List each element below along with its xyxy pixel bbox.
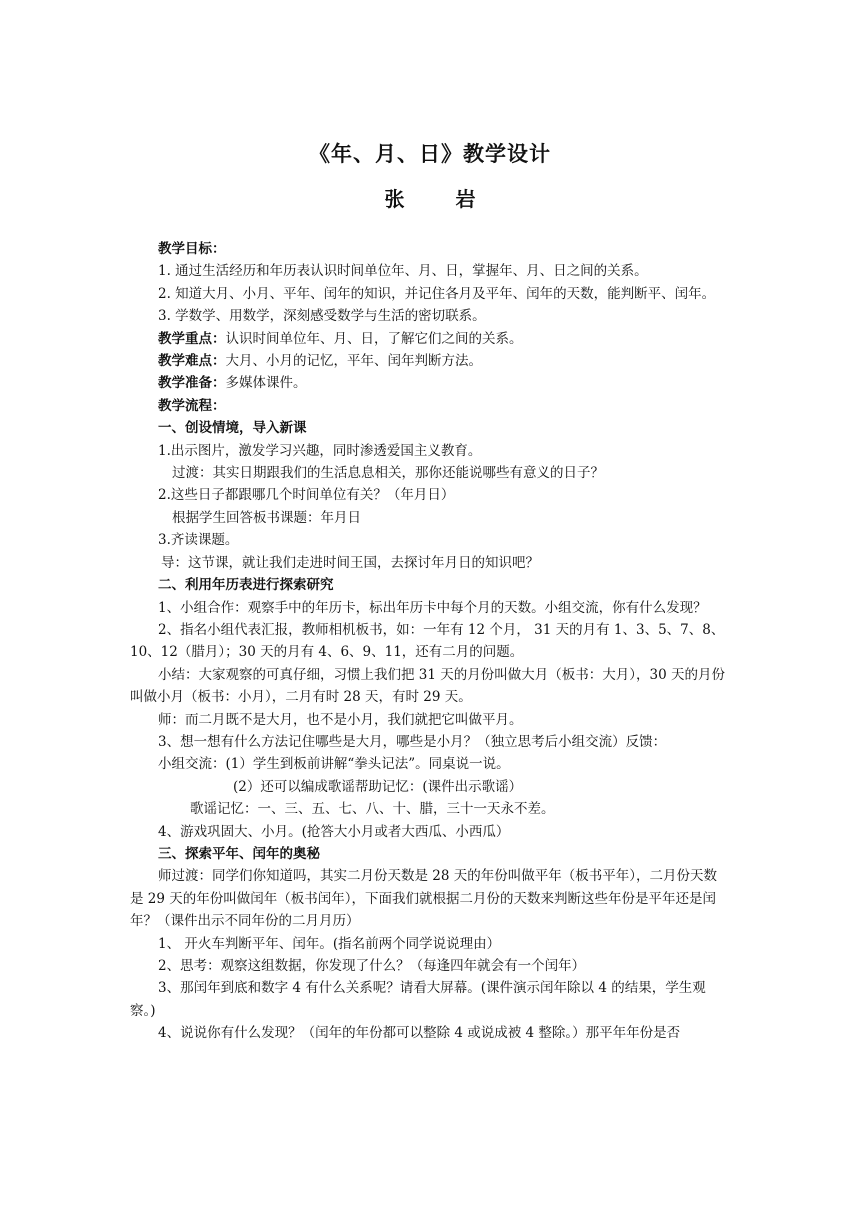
paragraph: 4、游戏巩固大、小月。(抢答大小月或者大西瓜、小西瓜）	[158, 823, 510, 840]
paragraph: 3. 学数学、用数学，深刻感受数学与生活的密切联系。	[158, 308, 486, 325]
section-heading-flow: 教学流程：	[158, 397, 226, 414]
section-heading-goals: 教学目标：	[158, 241, 226, 257]
paragraph: 1. 通过生活经历和年历表认识时间单位年、月、日，掌握年、月、日之间的关系。	[158, 263, 648, 280]
document-author: 张 岩	[384, 187, 498, 211]
paragraph: 师：而二月既不是大月，也不是小月，我们就把它叫做平月。	[158, 711, 523, 728]
paragraph: 4、说说你有什么发现？（闰年的年份都可以整除 4 或说成被 4 整除。）那平年年份是否	[158, 1025, 681, 1042]
paragraph-key-points	[130, 328, 730, 350]
paragraph: (2）还可以编成歌谣帮助记忆：(课件出示歌谣）	[233, 778, 523, 795]
paragraph: 3、那闰年到底和数字 4 有什么关系呢？请看大屏幕。(课件演示闰年除以 4 的结果，学生观察。)	[130, 980, 706, 1019]
text-preparation: 多媒体课件。	[225, 375, 307, 392]
paragraph-difficulties	[130, 350, 730, 372]
label-key-points: 教学重点：	[158, 330, 226, 347]
paragraph: 1.出示图片，激发学习兴趣，同时渗透爱国主义教育。	[158, 442, 482, 459]
paragraph: 师过渡：同学们你知道吗，其实二月份天数是 28 天的年份叫做平年（板书平年），二月份天数是 29 天的年份叫做闰年（板书闰年），下面我们就根据二月份的天数来判断这些年份是平年还是闰年？（课件出示不同年份的二月月历）	[130, 868, 718, 930]
paragraph: 根据学生回答板书课题：年月日	[172, 509, 361, 526]
paragraph: 1、 开火车判断平年、闰年。(指名前两个同学说说理由）	[158, 935, 501, 952]
document-title: 《年、月、日》教学设计	[309, 141, 551, 166]
paragraph: 2、思考：观察这组数据，你发现了什么？（每逢四年就会有一个闰年）	[158, 958, 586, 974]
paragraph: 过渡：其实日期跟我们的生活息息相关，那你还能说哪些有意义的日子？	[172, 465, 604, 482]
paragraph: 2.这些日子都跟哪几个时间单位有关？（年月日）	[158, 487, 455, 504]
paragraph: 小结：大家观察的可真仔细，习惯上我们把 31 天的月份叫做大月（板书：大月），30 天的月份叫做小月（板书：小月），二月有时 28 天，有时 29 天。	[130, 666, 725, 706]
paragraph-preparation	[130, 372, 730, 394]
paragraph: 歌谣记忆：一、三、五、七、八、十、腊，三十一天永不差。	[190, 801, 555, 818]
section-heading-3: 三、探索平年、闰年的奥秘	[158, 845, 320, 862]
paragraph: 3、想一想有什么方法记住哪些是大月，哪些是小月？（独立思考后小组交流）反馈：	[158, 733, 667, 750]
paragraph: 3.齐读课题。	[158, 532, 239, 549]
text-difficulties: 大月、小月的记忆，平年、闰年判断方法。	[225, 353, 482, 370]
paragraph: 1、小组合作：观察手中的年历卡，标出年历卡中每个月的天数。小组交流，你有什么发现？	[158, 599, 707, 616]
text-key-points: 认识时间单位年、月、日，了解它们之间的关系。	[225, 330, 523, 347]
section-heading-1: 一、创设情境，导入新课	[158, 420, 307, 437]
paragraph: 导：这节课，就让我们走进时间王国，去探讨年月日的知识吧？	[161, 554, 539, 571]
paragraph: 2、指名小组代表汇报，教师相机板书，如：一年有 12 个月， 31 天的月有 1、3、5、7、8、10、12（腊月）；30 天的月有 4、6、9、11，还有二月的问题。	[130, 621, 725, 661]
label-preparation: 教学准备：	[158, 375, 226, 392]
label-difficulties: 教学难点：	[158, 353, 226, 370]
paragraph: 小组交流：(1）学生到板前讲解“拳头记法”。同桌说一说。	[158, 756, 510, 773]
document-body	[130, 238, 730, 1045]
paragraph: 2. 知道大月、小月、平年、闰年的知识，并记住各月及平年、闰年的天数，能判断平、闰年。	[158, 285, 716, 302]
section-heading-2: 二、利用年历表进行探索研究	[158, 577, 334, 594]
